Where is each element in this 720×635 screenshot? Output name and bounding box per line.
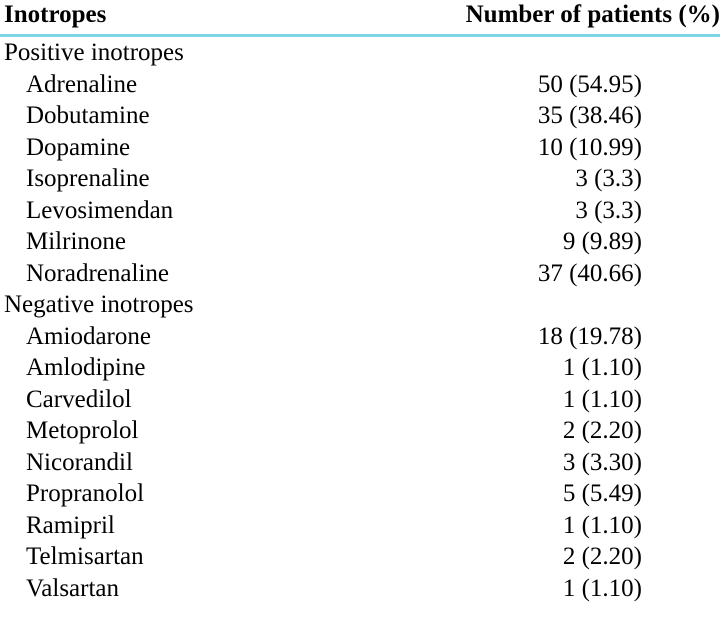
table-row xyxy=(0,289,720,321)
row-label: Telmisartan xyxy=(26,543,144,570)
column-header-inotropes: Inotropes xyxy=(0,0,430,36)
table-row xyxy=(0,541,720,573)
row-value: 1 (1.10) xyxy=(562,354,642,381)
row-label: Amlodipine xyxy=(26,354,146,381)
row-label: Noradrenaline xyxy=(26,259,169,287)
table-row xyxy=(0,226,720,258)
table-row xyxy=(0,352,720,384)
row-value: 2 (2.20) xyxy=(562,417,642,444)
table-row xyxy=(0,321,720,353)
row-group-label: Positive inotropes xyxy=(4,39,184,66)
table-header xyxy=(0,0,720,36)
row-value: 5 (5.49) xyxy=(562,480,642,507)
table-row xyxy=(0,573,720,605)
table-header-row xyxy=(0,0,720,36)
table-row xyxy=(0,258,720,290)
row-label: Levosimendan xyxy=(26,196,174,224)
row-label: Propranolol xyxy=(26,480,145,507)
row-value: 35 (38.46) xyxy=(537,102,642,129)
table-row xyxy=(0,510,720,542)
table-row xyxy=(0,36,720,69)
row-value: 3 (3.30) xyxy=(562,448,642,476)
row-value: 3 (3.3) xyxy=(575,196,642,224)
table-row xyxy=(0,163,720,195)
row-value: 50 (54.95) xyxy=(537,70,642,98)
row-value: 1 (1.10) xyxy=(562,385,642,413)
table-row xyxy=(0,195,720,227)
table-row xyxy=(0,69,720,101)
row-value xyxy=(430,36,720,69)
row-value: 9 (9.89) xyxy=(562,228,642,255)
row-label: Dobutamine xyxy=(26,102,150,129)
row-label: Amiodarone xyxy=(26,322,151,350)
row-value xyxy=(430,289,720,321)
row-value: 1 (1.10) xyxy=(562,574,642,602)
table-row xyxy=(0,384,720,416)
row-value: 10 (10.99) xyxy=(537,133,642,161)
table-row xyxy=(0,100,720,132)
table-row xyxy=(0,132,720,164)
row-value: 2 (2.20) xyxy=(562,543,642,570)
column-header-number-of-patients: Number of patients (%) xyxy=(430,0,720,36)
table-body xyxy=(0,36,720,605)
table-row xyxy=(0,415,720,447)
row-value: 1 (1.10) xyxy=(562,511,642,539)
row-label: Milrinone xyxy=(26,228,126,255)
row-value: 37 (40.66) xyxy=(537,259,642,287)
row-label: Ramipril xyxy=(26,511,115,539)
row-label: Valsartan xyxy=(26,574,120,602)
row-label: Nicorandil xyxy=(26,448,133,476)
row-label: Isoprenaline xyxy=(26,165,150,192)
row-label: Metoprolol xyxy=(26,417,139,444)
row-group-label: Negative inotropes xyxy=(4,291,194,318)
row-value: 3 (3.3) xyxy=(575,165,642,192)
row-value: 18 (19.78) xyxy=(537,322,642,350)
table-row xyxy=(0,447,720,479)
row-label: Adrenaline xyxy=(26,70,138,98)
row-label: Dopamine xyxy=(26,133,131,161)
table-row xyxy=(0,478,720,510)
row-label: Carvedilol xyxy=(26,385,132,413)
